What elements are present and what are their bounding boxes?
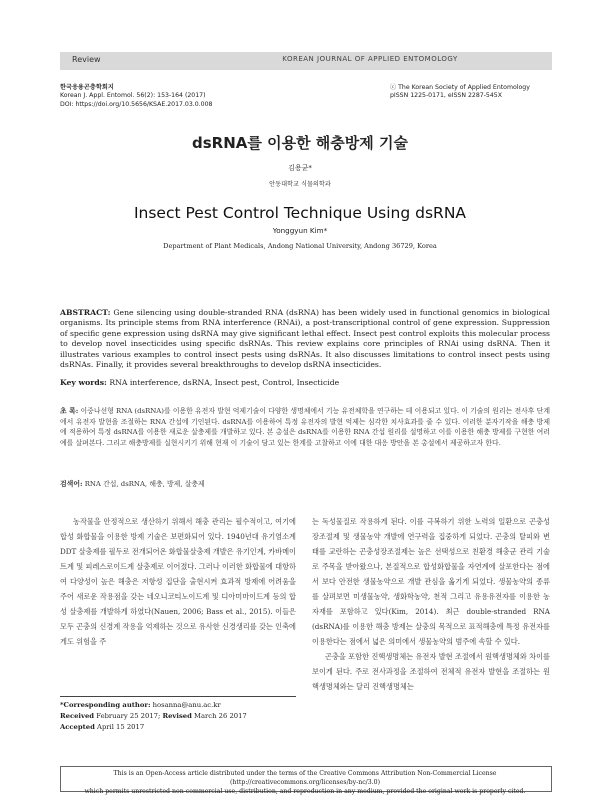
doi-link[interactable]: DOI: https://doi.org/10.5656/KSAE.2017.03.0.008 — [60, 100, 213, 108]
received-label: Received — [60, 712, 95, 720]
issn: pISSN 1225-0171, eISSN 2287-545X — [390, 92, 502, 100]
abstract-text: Gene silencing using double-stranded RNA (dsRNA) has been widely used in functional genomics in biological organisms. Its principle stems from RNA interference (RNAi), a post-transcriptional control of gene expression. Suppression of specific gene expression using dsRNA may give significant lethal effect. Insect pest control exploits this molecular process to develop novel insecticides using specific dsRNAs. This review explains core principles of RNAi using dsRNA. Then it illustrates various examples to control insect pests using dsRNAs. It also discusses limitations to control insect pests using dsRNAs. Finally, it provides several breakthroughs to develop dsRNA insecticides. — [60, 308, 551, 370]
abstract — [60, 308, 550, 370]
keywords-label: Key words: — [60, 378, 107, 387]
keywords — [60, 378, 550, 387]
copyright: ⓒ The Korean Society of Applied Entomology — [390, 84, 530, 91]
body-right-paragraph-2: 곤충을 포함한 진핵생명체는 유전자 발현 조절에서 원핵생명체와 차이를 보이게 된다. 주로 전사과정을 조절하여 전체적 유전자 발현을 조절하는 원핵생명체와는 달리 진핵생명체는 — [312, 652, 550, 691]
title-english: Insect Pest Control Technique Using dsRNA — [133, 204, 467, 222]
correspondence-label: *Corresponding author: — [60, 701, 151, 709]
keywords-text: RNA interference, dsRNA, Insect pest, Control, Insecticide — [109, 378, 340, 387]
abstract-korean — [60, 406, 550, 448]
author-english: Yonggyun Kim* — [272, 226, 328, 235]
affiliation-korean: 안동대학교 식물의학과 — [269, 181, 331, 188]
license-line-2: which permits unrestricted non-commercial use, distribution, and reproduction in any medium, provided the original work is properly cited. — [84, 788, 526, 795]
journal-name: KOREAN JOURNAL OF APPLIED ENTOMOLOGY — [282, 55, 458, 63]
journal-name-ko: 한국응용곤충학회지 — [60, 84, 114, 91]
copyright-block — [390, 84, 550, 101]
section-label: Review — [72, 55, 101, 64]
correspondence-email[interactable]: hosanna@anu.ac.kr — [152, 701, 221, 709]
accepted-label: Accepted — [60, 723, 95, 731]
body-right-paragraph-1: 는 독성물질로 작용하게 된다. 이를 극복하기 위한 노력의 일환으로 곤충성장조절제 및 생물농약 개발에 연구력을 집중하게 되었다. 곤충의 탈피와 변태를 교란하는 곤충성장조절제는 높은 선택성으로 친환경 해충군 관리 기술로 주목을 받아왔으나, 본질적으로 합성화합물을 자연계에 살포한다는 점에서 보다 안전한 생물농약으로 개발 관심을 옮기게 되었다. 생물농약의 종류를 살펴보면 미생물농약, 생화학농약, 천적 그리고 유용유전자를 이용한 농자재를 포함하고 있다(Kim, 2014). 최근 double-stranded RNA (dsRNA)를 이용한 해충 방제는 살충의 목적으로 표적해충에 특정 유전자를 이용한다는 점에서 넓은 의미에서 생물농약의 범주에 속할 수 있다. — [312, 517, 550, 646]
license-text — [62, 769, 548, 796]
revised-label: Revised — [162, 712, 192, 720]
abstract-label: ABSTRACT: — [60, 308, 111, 317]
keywords-korean-label: 검색어: — [60, 480, 83, 488]
revised-date: March 26 2017 — [194, 712, 247, 720]
received-date: February 25 2017; — [96, 712, 161, 720]
accepted-date: April 15 2017 — [97, 723, 145, 731]
correspondence-divider — [60, 696, 296, 697]
correspondence-block — [60, 700, 296, 733]
title-korean: dsRNA를 이용한 해충방제 기술 — [192, 134, 408, 152]
body-left-column: 농작물을 안정적으로 생산하기 위해서 해충 관리는 필수적이고, 여기에 합성 화합물을 이용한 방제 기술은 보편화되어 있다. 1940년대 유기염소계 DDT 살충제를 필두로 전개되어온 화합물살충제 개발은 유기인계, 카바메이트계 및 피레스로이드계 살충제로 이어졌다. 그러나 이러한 화합물에 대항하여 다양성이 높은 해충은 저항성 집단을 출현시켜 효과적 방제에 어려움을 주어 새로운 작용점을 갖는 네오니코티노이드계 및 디아미마이드계 등의 합성 살충제를 개발하게 하였다(Nauen, 2006; Bass et al., 2015). 이들은 모두 곤충의 신경계 작용을 억제하는 것으로 유사한 신경생리를 갖는 인축에게도 위험을 주 — [60, 517, 296, 646]
citation: Korean J. Appl. Entomol. 56(2): 153-164 (2017) — [60, 92, 206, 100]
author-korean: 김용균* — [288, 164, 312, 172]
affiliation-english: Department of Plant Medicals, Andong National University, Andong 36729, Korea — [163, 242, 437, 250]
citation-block — [60, 84, 320, 109]
license-line-1: This is an Open-Access article distributed under the terms of the Creative Commons Attribution Non-Commercial License (http://creativecommons.org/licenses/by-nc/3.0) — [113, 770, 497, 786]
keywords-korean — [60, 478, 550, 488]
keywords-korean-text: RNA 간섭, dsRNA, 해충, 방제, 살충제 — [84, 480, 205, 488]
body-right-column — [312, 514, 550, 694]
abstract-korean-text: 이중나선형 RNA (dsRNA)를 이용한 유전자 발현 억제기술이 다양한 생명체에서 기능 유전체학을 연구하는 데 이용되고 있다. 이 기술의 원리는 전사후 단계에서 유전자 발현을 조절하는 RNA 간섭에 기인된다. dsRNA를 이용하여 특정 유전자의 발현 억제는 심각한 치사효과를 줄 수 있다. 이러한 분자기작을 해충 방제에 적용하여 특정 dsRNA를 이용한 새로운 살충제를 개발하고 있다. 본 총설은 dsRNA를 이용한 RNA 간섭 원리를 설명하고 이를 이용한 해충 방제를 구현한 여러 예를 살펴본다. 그리고 해충방제를 실현시키기 위해 현재 이 기술이 담고 있는 한계를 고찰하고 이에 대한 대응 방안을 본 총설에서 제공하고자 한다. — [60, 407, 550, 447]
abstract-korean-label: 초 록: — [60, 407, 79, 415]
